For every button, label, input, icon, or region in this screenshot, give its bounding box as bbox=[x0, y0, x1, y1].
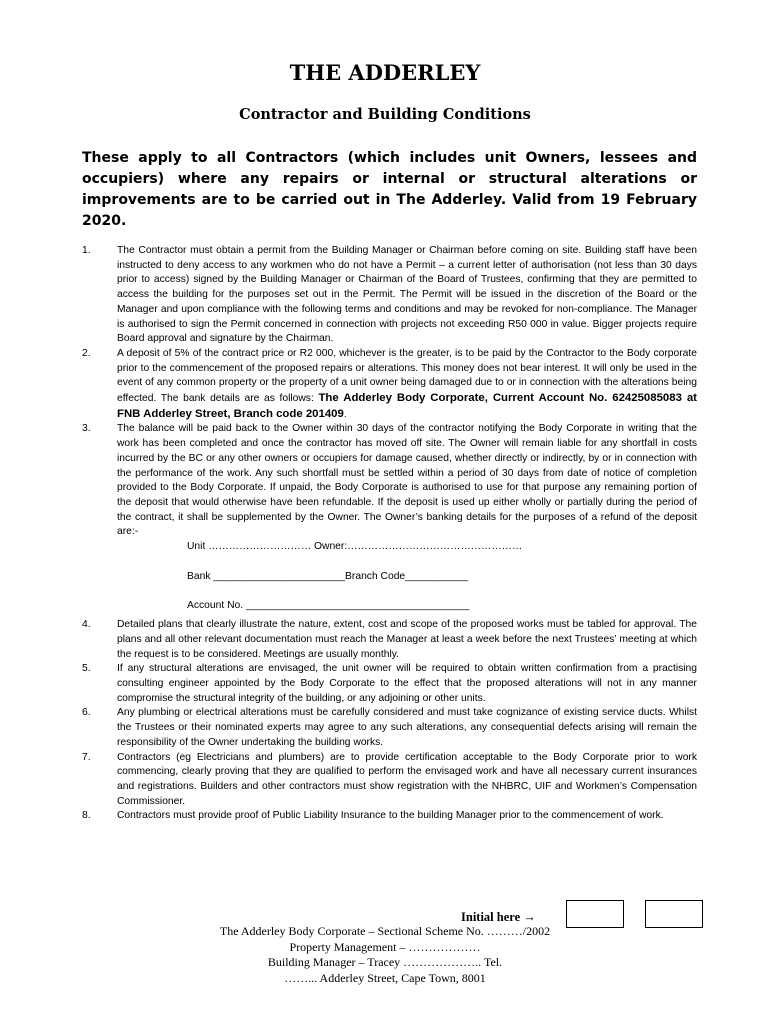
list-item-1 bbox=[82, 244, 697, 347]
initial-here-label: Initial here → bbox=[461, 910, 536, 924]
footer bbox=[0, 924, 770, 986]
conditions-list bbox=[82, 244, 697, 824]
list-item-4 bbox=[82, 618, 697, 662]
item-text: Any plumbing or electrical alterations must be carefully considered and must take cognizance of existing service ducts. Whilst the Trustees or their nominated experts may agree to any such alterations, any consequential defects arising will remain the responsibility of the Owner undertaking the building works. bbox=[117, 707, 697, 748]
footer-line: Building Manager – Tracey ……………….. Tel. bbox=[267, 955, 503, 969]
initial-box-2[interactable] bbox=[645, 900, 703, 928]
footer-line: Property Management – ……………… bbox=[289, 939, 481, 954]
item-number: 1. bbox=[82, 245, 91, 256]
item-number: 6. bbox=[82, 707, 91, 719]
list-item-5 bbox=[82, 662, 697, 706]
item-number: 3. bbox=[82, 423, 91, 435]
item-text-tail: . bbox=[343, 408, 347, 420]
item-number: 4. bbox=[82, 619, 91, 631]
initial-box-1[interactable] bbox=[566, 900, 624, 928]
account-number-field[interactable]: Account No. _______________________________________ bbox=[187, 600, 470, 612]
document-subtitle: Contractor and Building Conditions bbox=[239, 106, 531, 123]
item-number: 2. bbox=[82, 347, 91, 359]
document-title: THE ADDERLEY bbox=[289, 60, 481, 85]
item-text: The Contractor must obtain a permit from the Building Manager or Chairman before coming on site. Building staff have been instructed to deny access to any workmen who do not have a Permit – a current letter of authorisation (not less than 30 days prior to access) signed by the Building Manager or Chairman of the Board of Trustees, confirming that they are permitted to access the building for the purposes set out in the Permit. The Permit will be issued in the discretion of the Board or the Manager and upon compliance with the following terms and conditions and may be revoked for non-compliance. The Manager is authorised to sign the Permit concerned in connection with projects not exceeding R50 000 in value. Bigger projects require Board approval and signature by the Chairman. bbox=[117, 245, 697, 345]
list-item-8 bbox=[82, 809, 697, 824]
list-item-6 bbox=[82, 706, 697, 750]
footer-line: ……... Adderley Street, Cape Town, 8001 bbox=[284, 970, 486, 985]
list-item-2 bbox=[82, 347, 697, 423]
footer-line: The Adderley Body Corporate – Sectional Scheme No. ………/2002 bbox=[219, 924, 551, 938]
bank-details: The Adderley Body Corporate, Current Account No. 62425085083 at FNB Adderley Street, Branch code 201409 bbox=[117, 392, 697, 420]
item-number: 7. bbox=[82, 751, 91, 763]
list-item-7 bbox=[82, 751, 697, 810]
bank-branch-field[interactable]: Bank _______________________Branch Code___________ bbox=[187, 570, 469, 582]
intro-paragraph: These apply to all Contractors (which includes unit Owners, lessees and occupiers) where any repairs or internal or structural alterations or improvements are to be carried out in The Adderley. Valid from 19 February 2020. bbox=[82, 150, 697, 229]
item-text: Contractors must provide proof of Public Liability Insurance to the building Manager prior to the commencement of work. bbox=[117, 810, 664, 822]
list-item-3 bbox=[82, 422, 697, 540]
item-text: Detailed plans that clearly illustrate the nature, extent, cost and scope of the proposed works must be tabled for approval. The plans and all other relevant documentation must reach the Manager at least a week before the next Trustees’ meeting at which the request is to be considered. Meetings are usually monthly. bbox=[117, 619, 697, 660]
item-text: If any structural alterations are envisaged, the unit owner will be required to obtain written confirmation from a practising consulting engineer appointed by the Body Corporate to the effect that the proposed alterations will not in any manner compromise the structural integrity of the building, or any adjoining or other units. bbox=[117, 663, 697, 704]
unit-owner-field[interactable]: Unit ………………………… Owner:…………………………………………… bbox=[187, 541, 523, 553]
item-text: The balance will be paid back to the Owner within 30 days of the contractor notifying the Body Corporate in writing that the work has been completed and once the contractor has moved off site. The Owner will remain liable for any shortfall in costs incurred by the BC or any other owners or occupiers for damage caused, whether directly or indirectly, by or in connection with the performance of the work. Any such shortfall must be settled within a period of 30 days from date of notice of completion provided to the Body Corporate. If unpaid, the Body Corporate is authorised to use for that purpose any remaining portion of the deposit that would otherwise have been refundable. If the deposit is used up either wholly or partially during the period of the contract, it shall be supplemented by the Owner. The Owner’s banking details for the purposes of a refund of the deposit are:- bbox=[117, 423, 697, 538]
item-text: Contractors (eg Electricians and plumbers) are to provide certification acceptable to the Body Corporate prior to work commencing, clearly proving that they are qualified to perform the envisaged work and have all necessary current insurances and registrations. Builders and other contractors must show registration with the NHBRC, UIF and Workmen’s Compensation Commissioner. bbox=[117, 751, 697, 807]
item-text: A deposit of 5% of the contract price or R2 000, whichever is the greater, is to be paid by the Contractor to the Body corporate prior to the commencement of the proposed repairs or alterations. This money does not bear interest. It will only be used in the event of any common property or the property of a unit owner being damaged due to or in connection with the alterations being effected. The bank details are as follows: bbox=[117, 347, 697, 405]
item-number: 8. bbox=[82, 810, 91, 822]
item-number: 5. bbox=[82, 663, 91, 675]
